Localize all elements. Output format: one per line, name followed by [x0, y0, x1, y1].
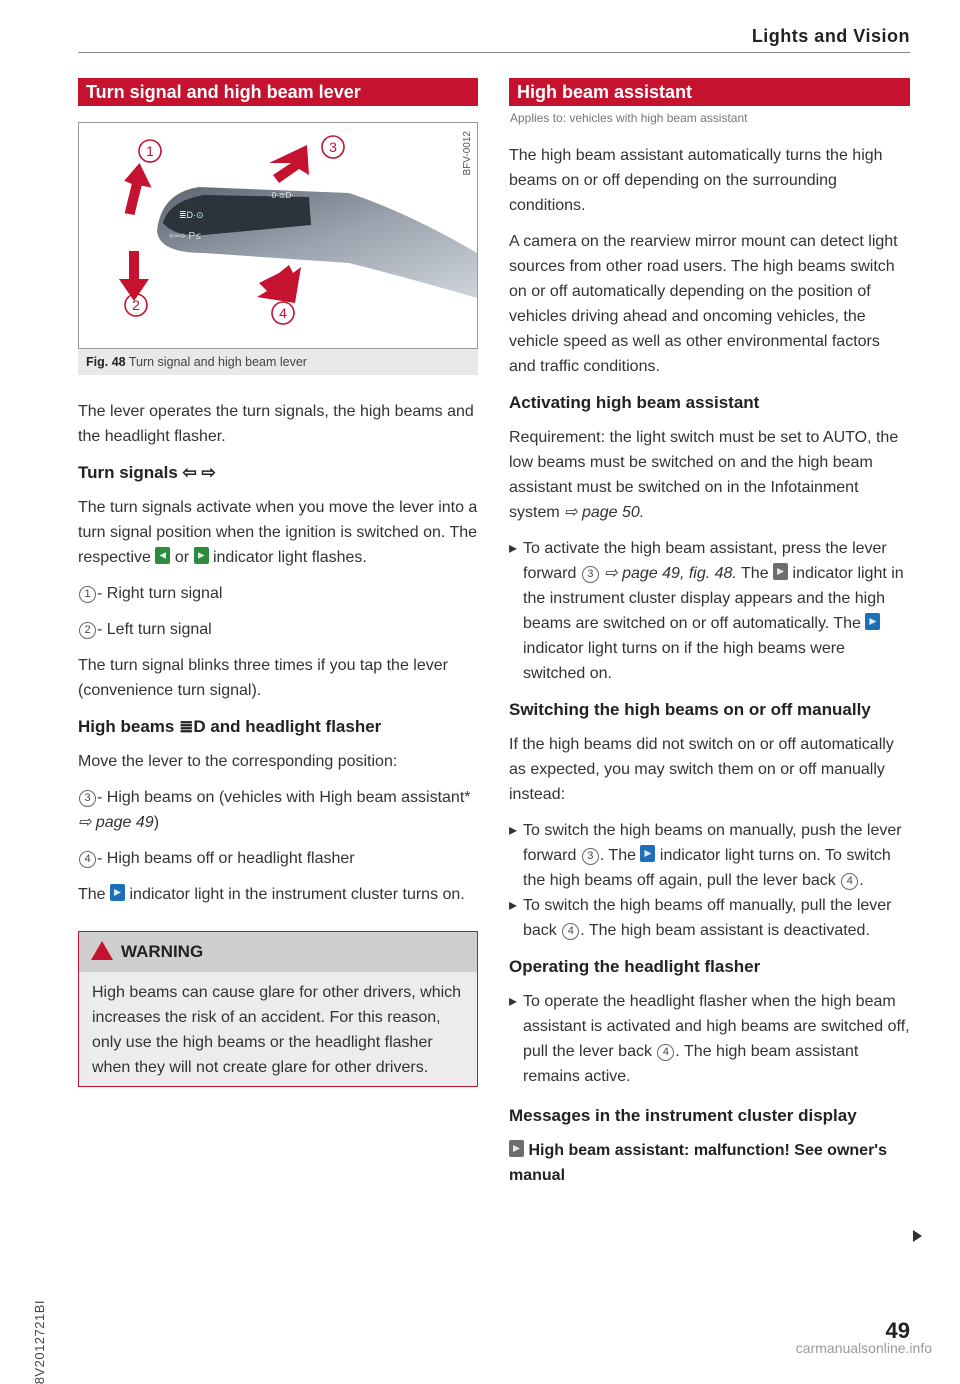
list-item [509, 536, 910, 686]
figure-caption-text: Turn signal and high beam lever [128, 355, 307, 369]
list-item [78, 785, 478, 835]
high-beam-indicator-icon [110, 884, 125, 901]
requirement-paragraph [509, 425, 910, 525]
right-turn-item: - Right turn signal [97, 585, 223, 602]
figure-caption [78, 349, 478, 375]
svg-text:≣D·⊙: ≣D·⊙ [179, 210, 204, 220]
list-item [78, 846, 478, 871]
callout-3-icon: 3 [582, 566, 599, 583]
figure-label: Fig. 48 [86, 355, 126, 369]
svg-text:3: 3 [329, 139, 337, 155]
callout-4-icon: 4 [79, 851, 96, 868]
message-item [509, 1138, 910, 1188]
applies-to-note: Applies to: vehicles with high beam assistant [510, 111, 748, 125]
lever-illustration [79, 123, 477, 348]
paren-close: ) [153, 814, 160, 831]
section-title-lever: Turn signal and high beam lever [78, 78, 478, 106]
continue-arrow-icon [913, 1230, 922, 1242]
high-beam-indicator-icon [865, 613, 880, 630]
svg-text:1: 1 [146, 143, 154, 159]
document-code: 8V2012721BI [32, 1300, 47, 1384]
warning-box [78, 931, 478, 1087]
list-item [509, 893, 910, 943]
activate-text-c: indicator light in the instrument cluster display appears and the high beams are switched on or off automatically. The [523, 565, 904, 632]
header-rule [78, 52, 910, 53]
flasher-heading: Operating the headlight flasher [509, 957, 761, 976]
page-ref-link[interactable]: ⇨ page 49 [78, 814, 154, 831]
activate-text-d: indicator light turns on if the high beams were switched on. [523, 640, 845, 682]
high-beam-assistant-icon [509, 1140, 524, 1157]
left-turn-item: - Left turn signal [97, 621, 212, 638]
lever-figure [78, 122, 478, 349]
header-title: Lights and Vision [751, 26, 910, 46]
right-turn-indicator-icon [194, 547, 209, 564]
arrow-forward [269, 145, 309, 183]
turn-signals-text-a: The turn signals activate when you move the lever into a turn signal position when the ignition is switched on. The respective [78, 499, 478, 566]
warning-text: High beams can cause glare for other drivers, which increases the risk of an accident. For this reason, only use the high beams or the headlight flasher when they will not create glare for other drivers. [92, 984, 462, 1076]
lever-intro: The lever operates the turn signals, the high beams and the headlight flasher. [78, 403, 474, 445]
turn-signals-text-b: indicator light flashes. [212, 549, 367, 566]
high-beams-on-item: - High beams on (vehicles with High beam assistant* [97, 789, 471, 806]
callout-3-icon: 3 [582, 848, 599, 865]
convenience-turn-paragraph: The turn signal blinks three times if you tap the lever (convenience turn signal). [78, 657, 448, 699]
list-item [78, 617, 478, 642]
manual-on-text-d: . [859, 872, 864, 889]
warning-header [79, 932, 477, 972]
turn-signals-or: or [174, 549, 190, 566]
indicator-text-b: indicator light in the instrument cluster turns on. [129, 886, 465, 903]
page-ref-link[interactable]: ⇨ page 49, fig. 48. [604, 565, 737, 582]
right-column [509, 78, 910, 1188]
list-item [509, 818, 910, 893]
arrow-right-signal [119, 161, 156, 217]
list-item [78, 581, 478, 606]
manual-off-text-b: . The high beam assistant is deactivated. [580, 922, 870, 939]
callout-4-icon: 4 [657, 1044, 674, 1061]
assistant-intro: The high beam assistant automatically turns the high beams on or off depending on the surrounding conditions. [509, 147, 883, 214]
callout-2-icon: 2 [79, 622, 96, 639]
activate-text-a: To activate the high beam assistant, press the lever forward [523, 540, 887, 582]
warning-body [79, 972, 477, 1086]
flasher-text-a: To operate the headlight flasher when the high beam assistant is activated and high beams are switched off, pull the lever back [523, 993, 910, 1060]
message-text: High beam assistant: malfunction! See owner's manual [509, 1142, 887, 1184]
warning-title: WARNING [121, 942, 204, 961]
messages-heading: Messages in the instrument cluster display [509, 1106, 857, 1125]
section-title-assistant: High beam assistant [509, 78, 910, 106]
manual-intro: If the high beams did not switch on or off automatically as expected, you may switch them on or off manually instead: [509, 736, 894, 803]
left-column [78, 78, 478, 1087]
turn-signals-paragraph [78, 495, 478, 570]
manual-heading: Switching the high beams on or off manually [509, 700, 871, 719]
svg-text:·0·≣D·: ·0·≣D· [269, 191, 294, 200]
manual-on-text-a: To switch the high beams on manually, push the lever forward [523, 822, 902, 864]
callout-3-icon: 3 [79, 790, 96, 807]
svg-text:4: 4 [279, 305, 287, 321]
high-beams-off-item: - High beams off or headlight flasher [97, 850, 355, 867]
camera-paragraph: A camera on the rearview mirror mount can detect light sources from other road users. The high beams switch on or off automatically depending on the position of vehicles driving ahead and oncoming vehicles, the vehicle speed as well as other environmental factors and traffic conditions. [509, 233, 898, 375]
manual-on-text-b: . The [599, 847, 636, 864]
left-turn-indicator-icon [155, 547, 170, 564]
high-beams-heading: High beams ≣D and headlight flasher [78, 717, 382, 736]
page-number: 49 [885, 1318, 910, 1343]
figure-code: BFV-0012 [462, 131, 473, 176]
callout-4-icon: 4 [841, 873, 858, 890]
page-ref-link[interactable]: ⇨ page 50. [564, 504, 645, 521]
callout-4-icon: 4 [562, 923, 579, 940]
manual-on-text-c: indicator light turns on. To switch the high beams off again, pull the lever back [523, 847, 891, 889]
callout-1-icon: 1 [79, 586, 96, 603]
warning-triangle-icon [91, 941, 113, 960]
arrow-back [257, 265, 301, 303]
list-item [509, 989, 910, 1089]
footer-watermark: carmanualsonline.info [795, 1340, 932, 1356]
manual-off-text-a: To switch the high beams off manually, pull the lever back [523, 897, 892, 939]
high-beam-indicator-icon [640, 845, 655, 862]
activating-heading: Activating high beam assistant [509, 393, 760, 412]
indicator-text-a: The [78, 886, 106, 903]
requirement-text: Requirement: the light switch must be set to AUTO, the low beams must be switched on and the high beam assistant must be switched on in the Infotainment system [509, 429, 899, 521]
turn-signals-heading: Turn signals ⇦ ⇨ [78, 463, 216, 482]
flasher-text-b: . The high beam assistant remains active. [523, 1043, 859, 1085]
svg-text:2: 2 [132, 297, 140, 313]
svg-text:⇦⇨ P≤: ⇦⇨ P≤ [169, 231, 201, 242]
activate-text-b: The [741, 565, 769, 582]
high-beams-intro: Move the lever to the corresponding position: [78, 753, 398, 770]
high-beam-indicator-paragraph [78, 882, 478, 907]
high-beam-assistant-icon [773, 563, 788, 580]
